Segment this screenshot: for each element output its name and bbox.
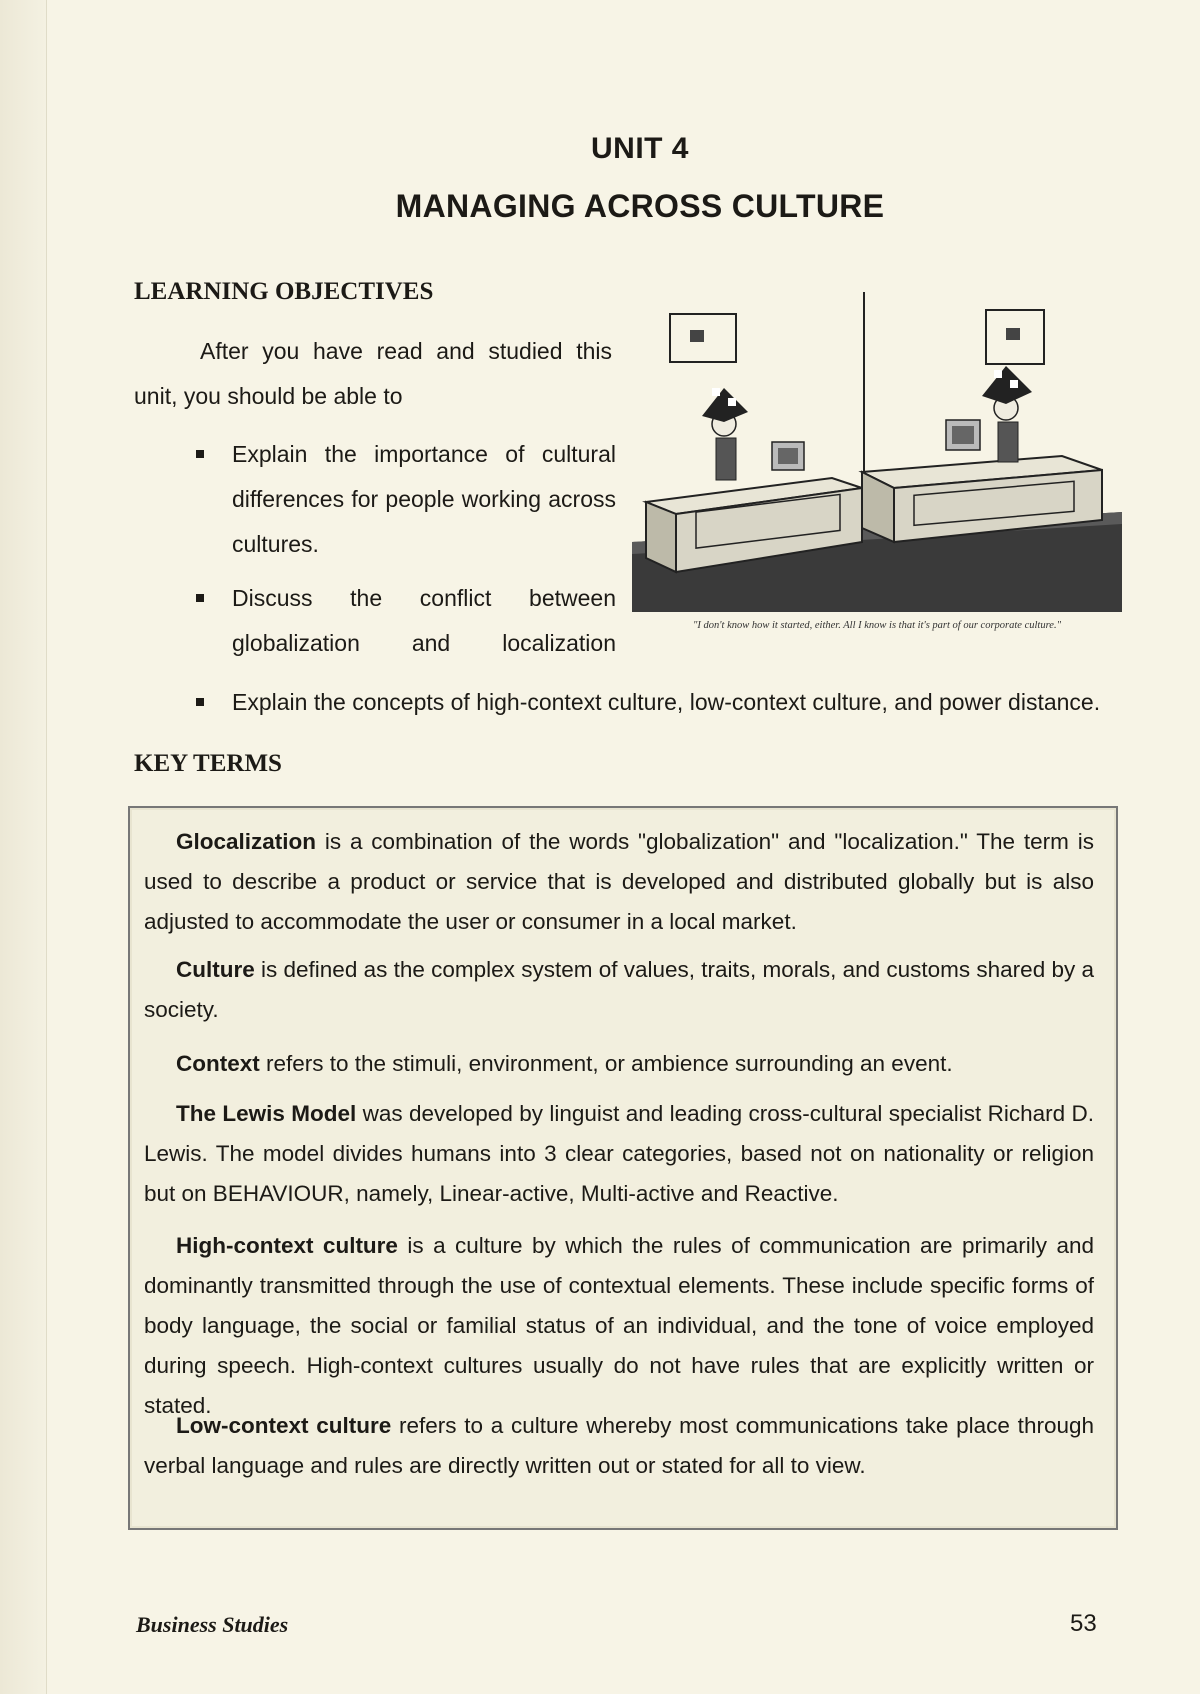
key-term-culture	[144, 950, 1094, 1030]
objective-bullet-1	[196, 432, 616, 572]
term-definition: refers to a culture whereby most communications take place through verbal language and rules are directly written out or stated for all to view.	[144, 1413, 1094, 1478]
term-name: Low-context culture	[176, 1413, 392, 1438]
term-definition: is a culture by which the rules of communication are primarily and dominantly transmitted through the use of contextual elements. These include specific forms of body language, the social or familial status of an individual, and the tone of voice employed during speech. High-context cultures usually do not have rules that are explicitly written or stated.	[144, 1233, 1094, 1418]
footer-book-title: Business Studies	[136, 1612, 289, 1637]
cartoon-caption: "I don't know how it started, either. All I know is that it's part of our corporate culture."	[693, 620, 1061, 631]
bullet-marker	[196, 698, 204, 706]
key-term-high-context	[144, 1226, 1094, 1426]
objective-text-2: Discuss the conflict between globalization and localization	[232, 585, 616, 656]
objective-text-1: Explain the importance of cultural differences for people working across cultures.	[232, 441, 616, 557]
page-binding-edge	[0, 0, 47, 1694]
page-number: 53	[1070, 1610, 1097, 1637]
objective-text-3: Explain the concepts of high-context culture, low-context culture, and power distance.	[232, 689, 1101, 715]
key-term-lewis-model	[144, 1094, 1094, 1214]
term-name: Culture	[176, 957, 255, 982]
bullet-marker	[196, 594, 204, 602]
office-cartoon-image	[632, 292, 1122, 612]
term-name: Context	[176, 1051, 260, 1076]
unit-title: MANAGING ACROSS CULTURE	[395, 188, 885, 224]
unit-number: UNIT 4	[590, 132, 689, 165]
key-terms-box	[128, 806, 1118, 1530]
bullet-marker	[196, 450, 204, 458]
term-definition: is defined as the complex system of values, traits, morals, and customs shared by a society.	[144, 957, 1094, 1022]
term-definition: refers to the stimuli, environment, or ambience surrounding an event.	[259, 1051, 953, 1076]
term-name: The Lewis Model	[176, 1101, 357, 1126]
term-name: Glocalization	[176, 829, 317, 854]
key-term-low-context	[144, 1406, 1094, 1486]
objective-bullet-3	[196, 680, 1146, 730]
learning-objectives-heading: LEARNING OBJECTIVES	[134, 278, 434, 305]
term-definition: was developed by linguist and leading cross-cultural specialist Richard D. Lewis. The model divides humans into 3 clear categories, based not on nationality or religion but on BEHAVIOUR, namely, Linear-active, Multi-active and Reactive.	[144, 1101, 1094, 1206]
term-name: High-context culture	[176, 1233, 398, 1258]
key-term-glocalization	[144, 822, 1094, 942]
objectives-intro-line-2: unit, you should be able to	[134, 383, 403, 409]
term-definition: is a combination of the words "globalization" and "localization." The term is used to describe a product or service that is developed and distributed globally but is also adjusted to accommodate the user or consumer in a local market.	[144, 829, 1094, 934]
key-terms-heading: KEY TERMS	[134, 750, 282, 777]
key-term-context	[144, 1044, 1094, 1084]
objectives-intro-line-1: After you have read and studied this	[200, 338, 612, 364]
objective-bullet-2	[196, 576, 616, 676]
